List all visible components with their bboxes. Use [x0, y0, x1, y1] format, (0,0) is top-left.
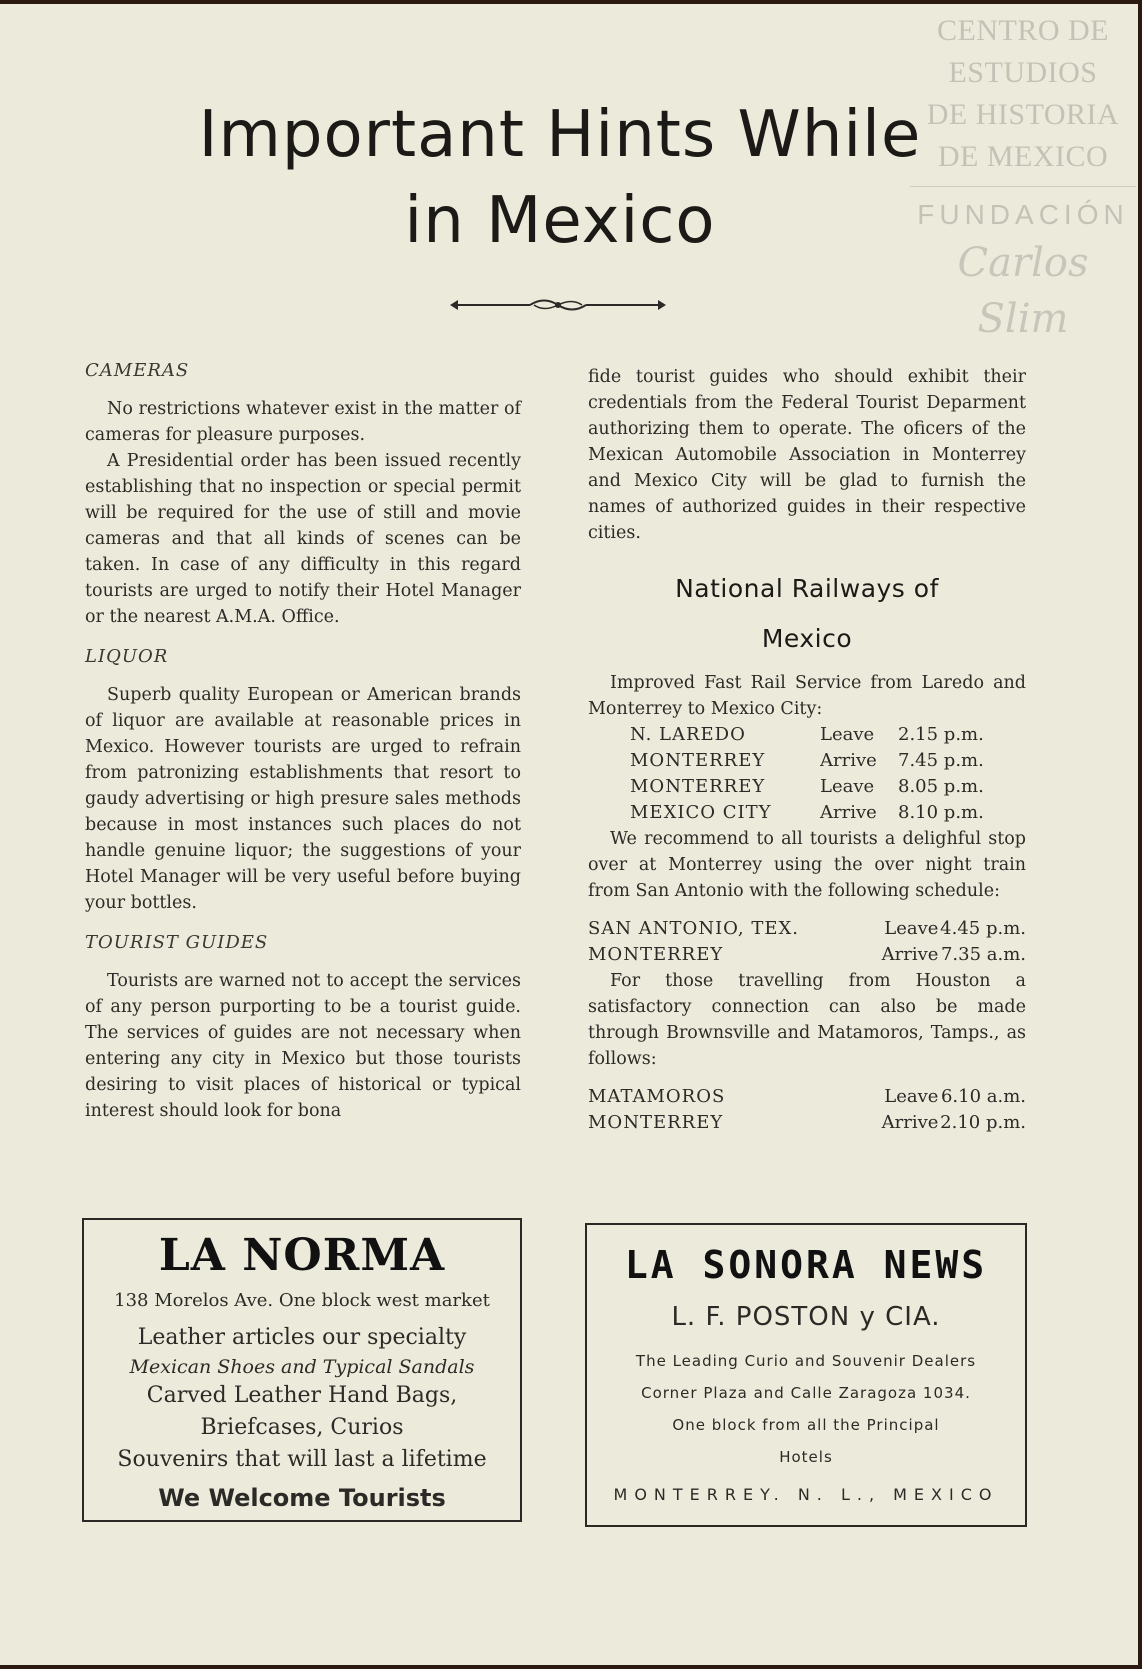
railways-title [588, 564, 1026, 664]
schedule-action: Leave [820, 776, 875, 797]
schedule-action: Leave [884, 918, 939, 939]
la-norma-advertisement [82, 1218, 522, 1522]
tourist-guides-paragraph: Tourists are warned not to accept the services of any person purporting to be a tourist guide. The services of guides are not necessary when entering any city in Mexico but those tourists desiring to visit places of historical or typical interest should look for bona [85, 971, 521, 1121]
la-sonora-line: Corner Plaza and Calle Zaragoza 1034. [641, 1384, 971, 1402]
schedule-row [588, 800, 1026, 826]
recommend-paragraph: We recommend to all tourists a delighful stop over at Monterrey using the over night train from San Antonio with the following schedule: [588, 829, 1026, 901]
schedule-row [588, 774, 1026, 800]
schedule-action: Arrive [881, 944, 939, 965]
la-norma-welcome: We Welcome Tourists [158, 1484, 446, 1512]
schedule-station: MONTERREY [630, 776, 766, 797]
title-line-1: Important Hints While [198, 98, 922, 172]
liquor-paragraph: Superb quality European or American brands of liquor are available at reasonable prices in Mexico. However tourists are urged to refrain from patronizing establishments that resort to gaudy advertising or high presure sales methods because in most instances such places do not handle genuine liquor; the suggestions of your Hotel Manager will be very useful before buying your bottles. [85, 685, 521, 913]
schedule-station: SAN ANTONIO, TEX. [588, 918, 800, 939]
schedule-row [588, 1110, 1026, 1136]
schedule-row [588, 748, 1026, 774]
schedule-time: 8.05 p.m. [898, 776, 984, 797]
watermark-line: CENTRO DE [937, 14, 1109, 47]
railways-title-line-1: National Railways of [675, 574, 939, 603]
ornament-divider-icon [448, 296, 668, 314]
la-sonora-line: One block from all the Principal [672, 1416, 940, 1434]
left-column [85, 358, 521, 1124]
schedule-time: 2.10 p.m. [940, 1112, 1026, 1133]
la-norma-line: Mexican Shoes and Typical Sandals [129, 1356, 475, 1378]
document-page [0, 4, 1138, 1665]
la-norma-brand: LA NORMA [158, 1230, 446, 1281]
la-sonora-location: MONTERREY. N. L., MEXICO [613, 1485, 999, 1504]
watermark-signature: Carlos Slim [957, 240, 1089, 342]
schedule-row [588, 942, 1026, 968]
la-norma-line: Briefcases, Curios [200, 1415, 404, 1440]
schedule-time: 8.10 p.m. [898, 802, 984, 823]
cameras-paragraph-1: No restrictions whatever exist in the matter of cameras for pleasure purposes. [85, 399, 521, 445]
la-norma-address: 138 Morelos Ave. One block west market [114, 1290, 490, 1311]
watermark-foundation: FUNDACIÓN [917, 199, 1129, 230]
schedule-station: MEXICO CITY [630, 802, 772, 823]
schedule-station: N. LAREDO [630, 724, 746, 745]
houston-paragraph: For those travelling from Houston a satisfactory connection can also be made through Brownsville and Matamoros, Tamps., as follows: [588, 971, 1026, 1069]
la-sonora-line: The Leading Curio and Souvenir Dealers [635, 1352, 977, 1370]
page-title [180, 92, 940, 264]
schedule-action: Arrive [820, 802, 877, 823]
schedule-action: Leave [820, 724, 875, 745]
watermark-line: ESTUDIOS [948, 56, 1098, 89]
la-norma-line: Leather articles our specialty [137, 1325, 467, 1350]
schedule-time: 4.45 p.m. [940, 918, 1026, 939]
schedule-time: 7.35 a.m. [940, 944, 1026, 965]
schedule-time: 6.10 a.m. [940, 1086, 1026, 1107]
watermark-divider [910, 186, 1136, 187]
archive-watermark [908, 10, 1138, 347]
la-norma-line: Souvenirs that will last a lifetime [117, 1447, 487, 1472]
cameras-heading: CAMERAS [85, 360, 190, 381]
schedule-action: Arrive [820, 750, 877, 771]
watermark-line: DE HISTORIA [926, 98, 1120, 131]
schedule-action: Arrive [881, 1112, 939, 1133]
right-column [588, 364, 1026, 1136]
la-norma-line: Carved Leather Hand Bags, [146, 1383, 458, 1408]
schedule-station: MONTERREY [630, 750, 766, 771]
schedule-row [588, 916, 1026, 942]
title-line-2: in Mexico [404, 184, 716, 258]
liquor-heading: LIQUOR [85, 646, 169, 667]
railways-title-line-2: Mexico [761, 624, 853, 653]
la-sonora-line: Hotels [779, 1448, 833, 1466]
watermark-line: DE MEXICO [937, 140, 1109, 173]
la-sonora-news-advertisement [585, 1223, 1027, 1527]
schedule-row [588, 1084, 1026, 1110]
la-sonora-brand: LA SONORA NEWS [624, 1243, 988, 1287]
schedule-row [588, 722, 1026, 748]
cameras-paragraph-2: A Presidential order has been issued recently establishing that no inspection or special permit will be required for the use of still and movie cameras and that all kinds of scenes can be taken. In case of any difficulty in this regard tourists are urged to notify their Hotel Manager or the nearest A.M.A. Office. [85, 451, 521, 627]
rail-intro: Improved Fast Rail Service from Laredo and Monterrey to Mexico City: [588, 673, 1026, 719]
schedule-station: MATAMOROS [588, 1086, 726, 1107]
schedule-action: Leave [884, 1086, 939, 1107]
schedule-station: MONTERREY [588, 944, 724, 965]
tourist-guides-heading: TOURIST GUIDES [85, 932, 269, 953]
schedule-time: 7.45 p.m. [898, 750, 984, 771]
schedule-station: MONTERREY [588, 1112, 724, 1133]
la-sonora-owner: L. F. POSTON y CIA. [671, 1302, 941, 1332]
tourist-guides-continued: fide tourist guides who should exhibit their credentials from the Federal Tourist Deparment authorizing them to operate. The oficers of the Mexican Automobile Association in Monterrey and Mexico City will be glad to furnish the names of authorized guides in their respective cities. [588, 367, 1026, 543]
schedule-time: 2.15 p.m. [898, 724, 984, 745]
